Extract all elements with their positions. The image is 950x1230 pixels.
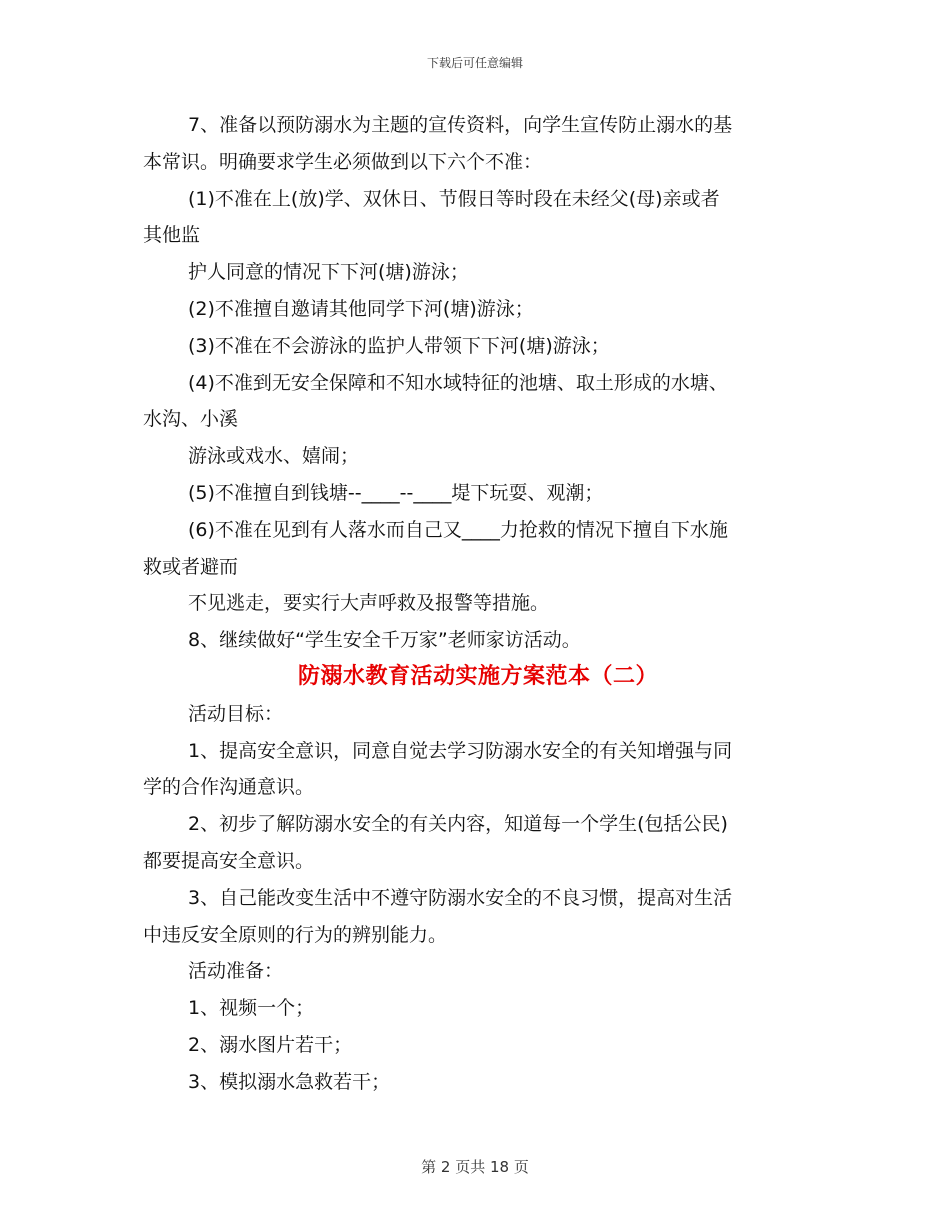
paragraph-line: 活动目标： bbox=[188, 702, 284, 725]
paragraph-line: 1、提高安全意识，同意自觉去学习防溺水安全的有关知增强与同 bbox=[188, 739, 733, 762]
paragraph-line: 不见逃走，要实行大声呼救及报警等措施。 bbox=[188, 592, 550, 615]
paragraph-line: 3、模拟溺水急救若干； bbox=[188, 1070, 391, 1093]
paragraph-line: 本常识。明确要求学生必须做到以下六个不准： bbox=[143, 150, 543, 173]
document-body bbox=[143, 107, 813, 1101]
paragraph-line: (1)不准在上(放)学、双休日、节假日等时段在未经父(母)亲或者 bbox=[188, 187, 720, 210]
section-one-text bbox=[143, 107, 813, 659]
paragraph-line: 学的合作沟通意识。 bbox=[143, 776, 315, 799]
paragraph-line: (5)不准擅自到钱塘--____--____堤下玩耍、观潮； bbox=[188, 481, 604, 504]
paragraph-line: (4)不准到无安全保障和不知水域特征的池塘、取土形成的水塘、 bbox=[188, 371, 728, 394]
paragraph-line: 2、溺水图片若干； bbox=[188, 1033, 353, 1056]
paragraph-line: 都要提高安全意识。 bbox=[143, 849, 315, 872]
section-two-text bbox=[143, 696, 813, 1101]
page-header: 下载后可任意编辑 bbox=[426, 56, 523, 70]
section-title: 防溺水教育活动实施方案范本（二） bbox=[297, 663, 658, 689]
paragraph-line: 3、自己能改变生活中不遵守防溺水安全的不良习惯，提高对生活 bbox=[188, 886, 733, 909]
paragraph-line: 7、准备以预防溺水为主题的宣传资料，向学生宣传防止溺水的基 bbox=[188, 114, 733, 136]
paragraph-line: 中违反安全原则的行为的辨别能力。 bbox=[143, 923, 448, 946]
paragraph-line: 游泳或戏水、嬉闹； bbox=[188, 445, 360, 468]
paragraph-line: 1、视频一个； bbox=[188, 997, 315, 1020]
paragraph-line: 护人同意的情况下下河(塘)游泳； bbox=[188, 261, 469, 284]
page-footer: 第 2 页共 18 页 bbox=[421, 1158, 529, 1176]
paragraph-line: (3)不准在不会游泳的监护人带领下下河(塘)游泳； bbox=[188, 334, 610, 357]
paragraph-line: (6)不准在见到有人落水而自己又____力抢救的情况下擅自下水施 bbox=[188, 518, 728, 541]
paragraph-line: 救或者避而 bbox=[143, 555, 239, 578]
paragraph-line: 水沟、小溪 bbox=[143, 408, 239, 431]
paragraph-line: 8、继续做好“学生安全千万家”老师家访活动。 bbox=[188, 629, 581, 652]
paragraph-line: 活动准备： bbox=[188, 960, 284, 983]
paragraph-line: 其他监 bbox=[143, 224, 201, 247]
paragraph-line: 2、初步了解防溺水安全的有关内容，知道每一个学生(包括公民) bbox=[188, 813, 728, 836]
paragraph-line: (2)不准擅自邀请其他同学下河(塘)游泳； bbox=[188, 297, 534, 320]
